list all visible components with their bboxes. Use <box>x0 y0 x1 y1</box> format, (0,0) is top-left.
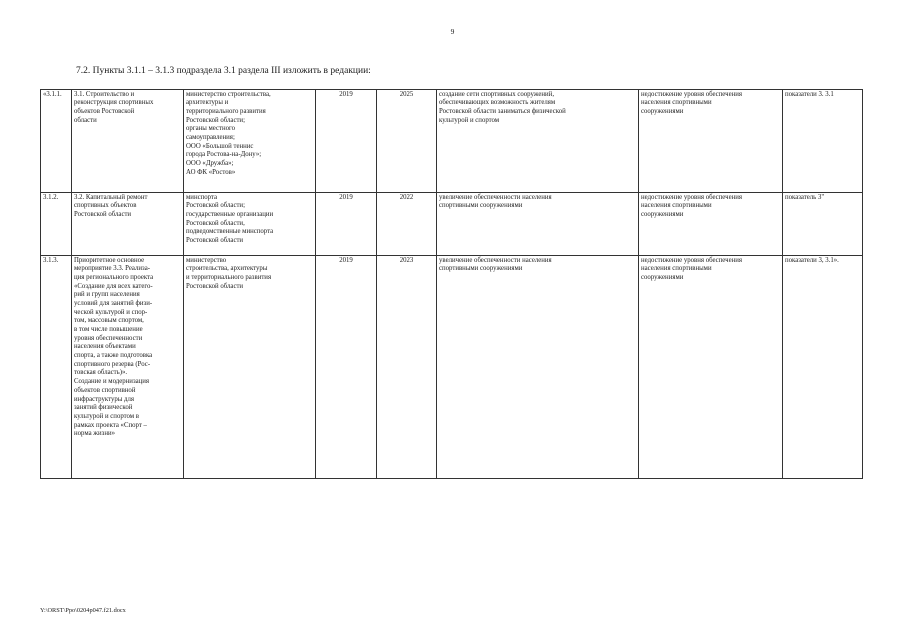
start-year: 2019 <box>316 256 377 479</box>
end-year: 2022 <box>377 193 437 256</box>
measures-table <box>40 89 863 479</box>
expected-result: увеличение обеспеченности населения спортивными сооружениями <box>437 256 639 479</box>
end-year: 2023 <box>377 256 437 479</box>
expected-result: создание сети спортивных сооружений, обеспечивающих возможность жителям Ростовской области заниматься физической культурой и спортом <box>437 90 639 193</box>
consequence: недостижение уровня обеспечения населения спортивными сооружениями <box>639 256 783 479</box>
section-heading: 7.2. Пункты 3.1.1 – 3.1.3 подраздела 3.1 раздела III изложить в редакции: <box>76 66 371 76</box>
page-number: 9 <box>450 27 455 36</box>
start-year: 2019 <box>316 193 377 256</box>
expected-result: увеличение обеспеченности населения спортивными сооружениями <box>437 193 639 256</box>
executor: минспорта Ростовской области; государственные организации Ростовской области, подведомственные минспорта Ростовской области <box>184 193 316 256</box>
table-row <box>41 193 863 256</box>
row-number: «3.1.1. <box>41 90 72 193</box>
indicator: показатели 3, 3.1». <box>783 256 863 479</box>
executor: министерство строительства, архитектуры и территориального развития Ростовской области <box>184 256 316 479</box>
file-path-footer: Y:\ORST\Ppo\0204p047.f21.docx <box>40 607 126 614</box>
table-row <box>41 90 863 193</box>
indicator: показатели 3. 3.1 <box>783 90 863 193</box>
measure-name: 3.2. Капитальный ремонт спортивных объектов Ростовской области <box>72 193 184 256</box>
consequence: недостижение уровня обеспечения населения спортивными сооружениями <box>639 90 783 193</box>
row-number: 3.1.3. <box>41 256 72 479</box>
executor: министерство строительства, архитектуры и территориального развития Ростовской области; органы местного самоуправления; ООО «Большой теннис города Ростова-на-Дону»; ООО «Дружба»; АО ФК «Ростов» <box>184 90 316 193</box>
end-year: 2025 <box>377 90 437 193</box>
start-year: 2019 <box>316 90 377 193</box>
indicator: показатель 3" <box>783 193 863 256</box>
row-number: 3.1.2. <box>41 193 72 256</box>
measure-name: 3.1. Строительство и реконструкция спортивных объектов Ростовской области <box>72 90 184 193</box>
table-row <box>41 256 863 479</box>
measure-name: Приоритетное основное мероприятие 3.3. Реализа- ция регионального проекта «Создание для всех катего- рий и групп населения условий для занятий физи- ческой культурой и спор- том, массовым спортом, в том числе повышение уровня обеспеченности населения объектами спорта, а также подготовка спортивного резерва (Рос- товская область)». Создание и модернизация объектов спортивной инфраструктуры для занятий физической культурой и спортом в рамках проекта «Спорт – норма жизни» <box>72 256 184 479</box>
consequence: недостижение уровня обеспечения населения спортивными сооружениями <box>639 193 783 256</box>
